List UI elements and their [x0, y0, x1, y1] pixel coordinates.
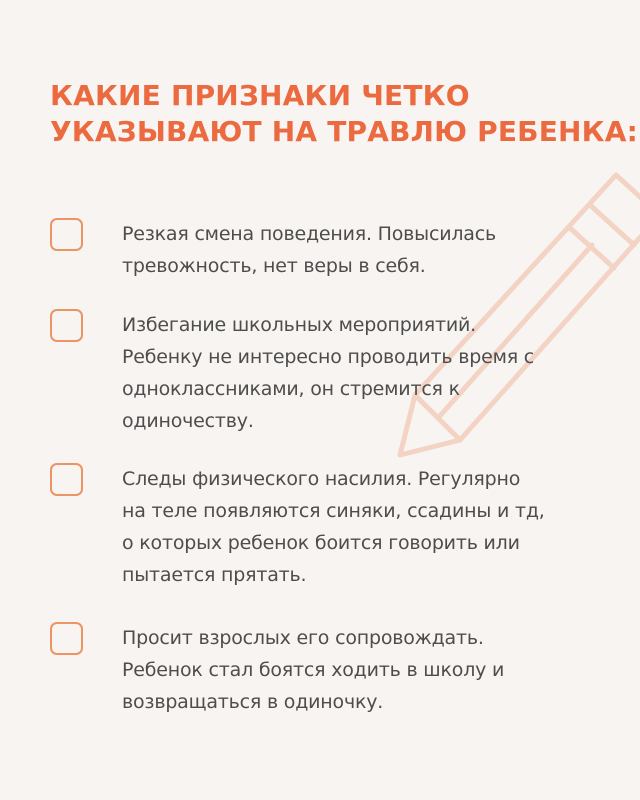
text-line: пытается прятать.	[122, 564, 307, 586]
text-line: одиночеству.	[122, 410, 254, 432]
checkbox[interactable]	[50, 218, 83, 251]
text-line: одноклассниками, он стремится к	[122, 378, 460, 400]
checkbox[interactable]	[50, 622, 83, 655]
text-line: Просит взрослых его сопровождать.	[122, 627, 484, 649]
text-line: Избегание школьных мероприятий.	[122, 314, 476, 336]
text-line: тревожность, нет веры в себя.	[122, 255, 426, 277]
page-title	[50, 78, 639, 150]
text-line: Следы физического насилия. Регулярно	[122, 468, 521, 490]
title-line: УКАЗЫВАЮТ НА ТРАВЛЮ РЕБЕНКА:	[50, 115, 639, 148]
checklist-item-text	[122, 463, 602, 591]
checklist-item-text	[122, 218, 602, 282]
text-line: на теле появляются синяки, ссадины и тд,	[122, 500, 545, 522]
text-line: Ребенок стал боятся ходить в школу и	[122, 659, 505, 681]
text-line: Резкая смена поведения. Повысилась	[122, 223, 496, 245]
checklist-item-text	[122, 309, 602, 437]
text-line: о которых ребенок боится говорить или	[122, 532, 520, 554]
checkbox[interactable]	[50, 309, 83, 342]
checklist-item-text	[122, 622, 602, 718]
text-line: Ребенку не интересно проводить время с	[122, 346, 535, 368]
text-line: возвращаться в одиночку.	[122, 691, 384, 713]
checkbox[interactable]	[50, 463, 83, 496]
title-line: КАКИЕ ПРИЗНАКИ ЧЕТКО	[50, 79, 470, 112]
